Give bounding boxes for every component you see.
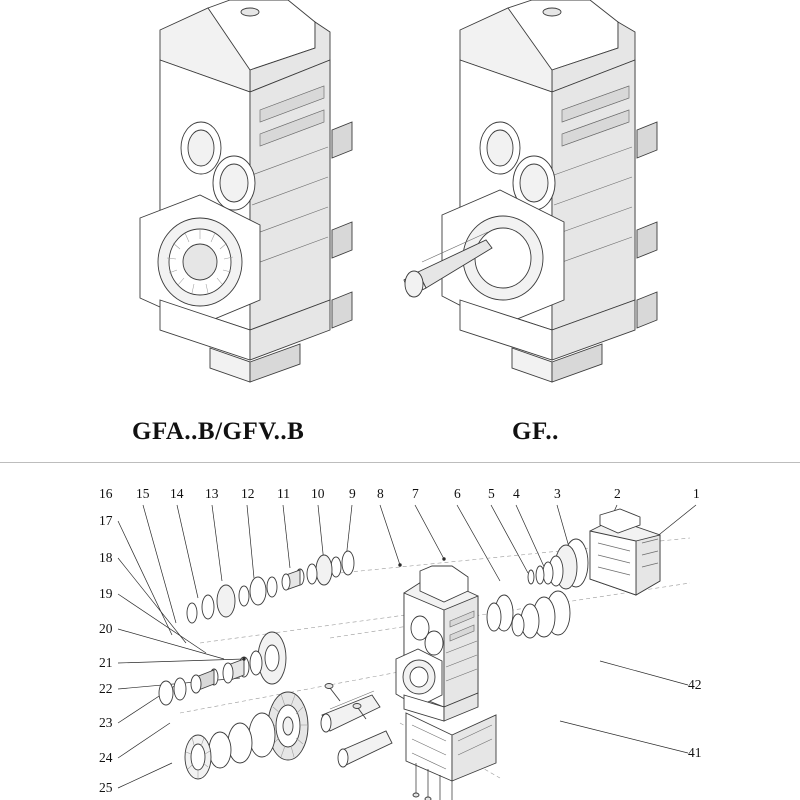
callout-19: 19 (99, 586, 113, 601)
callout-16: 16 (99, 486, 113, 501)
callout-2: 2 (614, 486, 621, 501)
callout-23: 23 (99, 715, 113, 730)
callout-15: 15 (136, 486, 150, 501)
callout-3: 3 (554, 486, 561, 501)
exploded-parts-diagram (0, 463, 800, 800)
callout-14: 14 (170, 486, 184, 501)
callout-1: 1 (693, 486, 700, 501)
callout-25: 25 (99, 780, 113, 795)
callout-9: 9 (349, 486, 356, 501)
callout-8: 8 (377, 486, 384, 501)
callout-10: 10 (311, 486, 325, 501)
callout-12: 12 (241, 486, 255, 501)
callout-11: 11 (277, 486, 290, 501)
callout-24: 24 (99, 750, 113, 765)
callout-7: 7 (412, 486, 419, 501)
callout-5: 5 (488, 486, 495, 501)
caption-gfab-gfvb: GFA..B/GFV..B (132, 418, 305, 445)
callout-22: 22 (99, 681, 113, 696)
callout-20: 20 (99, 621, 113, 636)
callout-21: 21 (99, 655, 113, 670)
callout-41: 41 (688, 745, 702, 760)
callout-42: 42 (688, 677, 702, 692)
callout-17: 17 (99, 513, 113, 528)
gear-unit-drawing-right (400, 0, 710, 400)
caption-gf: GF.. (512, 418, 559, 445)
callout-4: 4 (513, 486, 520, 501)
callout-6: 6 (454, 486, 461, 501)
gear-unit-drawing-left (100, 0, 390, 400)
callout-18: 18 (99, 550, 113, 565)
callout-13: 13 (205, 486, 219, 501)
